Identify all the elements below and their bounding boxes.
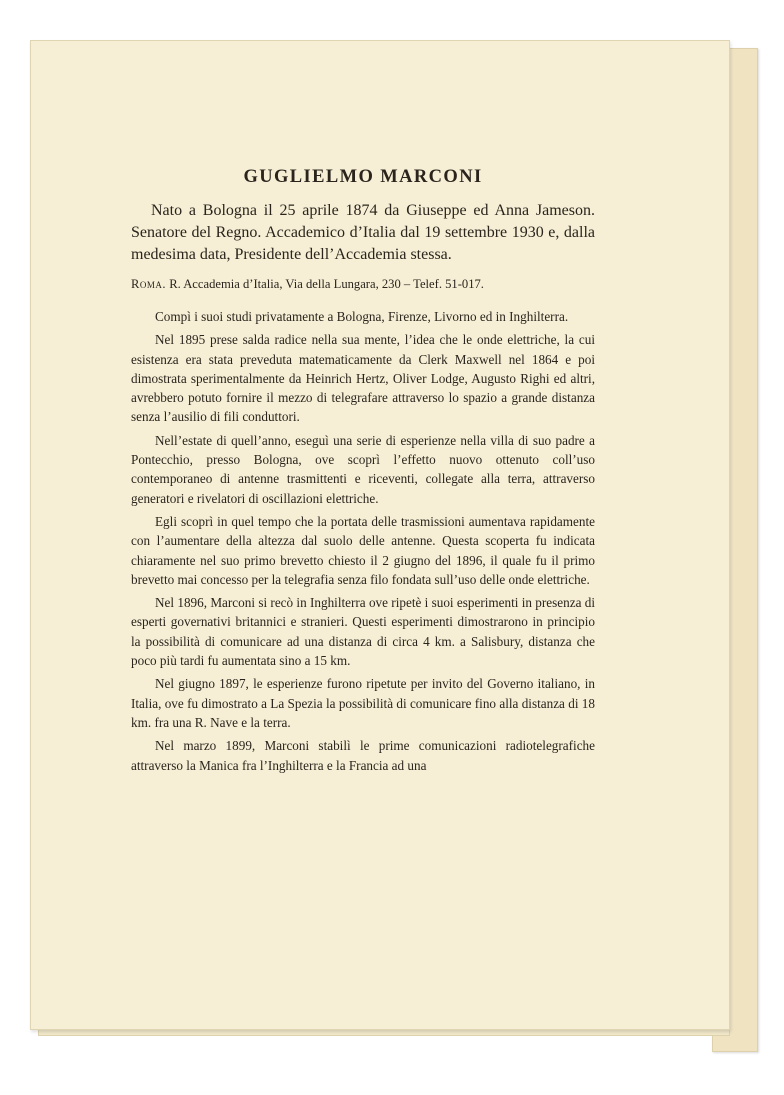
- body-paragraph: Nel giugno 1897, le esperienze furono ripetute per invito del Governo italiano, in Italia, ove fu dimostrato a La Spezia la possibilità di comunicare fino alla distanza di 18 km. fra una R. Nave e la terra.: [131, 676, 595, 730]
- address-city: Roma.: [131, 277, 167, 291]
- body-paragraph: Nell’estate di quell’anno, eseguì una serie di esperienze nella villa di suo padre a Pontecchio, presso Bologna, ove scoprì l’effetto nuovo ottenuto coll’uso contemporaneo di antenne trasmittenti e riceventi, collegate alla terra, attraverso generatori e rivelatori di oscillazioni elettriche.: [131, 432, 595, 506]
- body-paragraph: Nel 1896, Marconi si recò in Inghilterra ove ripetè i suoi esperimenti in presenza di esperti governativi britannici e stranieri. Questi esperimenti dimostrarono in principio la possibilità di comunicare ad una distanza di circa 4 km. a Salisbury, distanza che poco più tardi fu aumentata sino a 15 km.: [131, 595, 595, 669]
- address-line: [131, 275, 595, 293]
- address-details: R. Accademia d’Italia, Via della Lungara, 230 – Telef. 51-017.: [166, 277, 484, 291]
- body-paragraph: Nel 1895 prese salda radice nella sua mente, l’idea che le onde elettriche, la cui esistenza era stata preveduta matematicamente da Clerk Maxwell nel 1864 e poi dimostrata sperimentalmente da Heinrich Hertz, Oliver Lodge, Augusto Righi ed altri, avrebbero potuto fornire il mezzo di telegrafare attraverso lo spazio a grande distanza senza l’ausilio di fili conduttori.: [131, 332, 595, 425]
- biography-body: [131, 307, 595, 775]
- body-paragraph: Egli scoprì in quel tempo che la portata delle trasmissioni aumentava rapidamente con l’aumentare della altezza dal suolo delle antenne. Questa scoperta fu indicata chiaramente nel suo primo brevetto chiesto il 2 giugno del 1896, il quale fu il primo brevetto mai concesso per la telegrafia senza filo fondata sull’uso delle onde elettriche.: [131, 513, 595, 587]
- body-paragraph: Nel marzo 1899, Marconi stabilì le prime comunicazioni radiotelegrafiche attraverso la Manica fra l’Inghilterra e la Francia ad una: [131, 738, 595, 773]
- document-page: [30, 40, 730, 1030]
- body-paragraph: Compì i suoi studi privatamente a Bologna, Firenze, Livorno ed in Inghilterra.: [155, 309, 569, 324]
- page-title: GUGLIELMO MARCONI: [243, 167, 483, 187]
- page-content: [131, 167, 595, 779]
- intro-paragraph: Nato a Bologna il 25 aprile 1874 da Giuseppe ed Anna Jameson. Senatore del Regno. Accademico d’Italia dal 19 settembre 1930 e, dalla medesima data, Presidente dell’Accademia stessa.: [131, 202, 595, 263]
